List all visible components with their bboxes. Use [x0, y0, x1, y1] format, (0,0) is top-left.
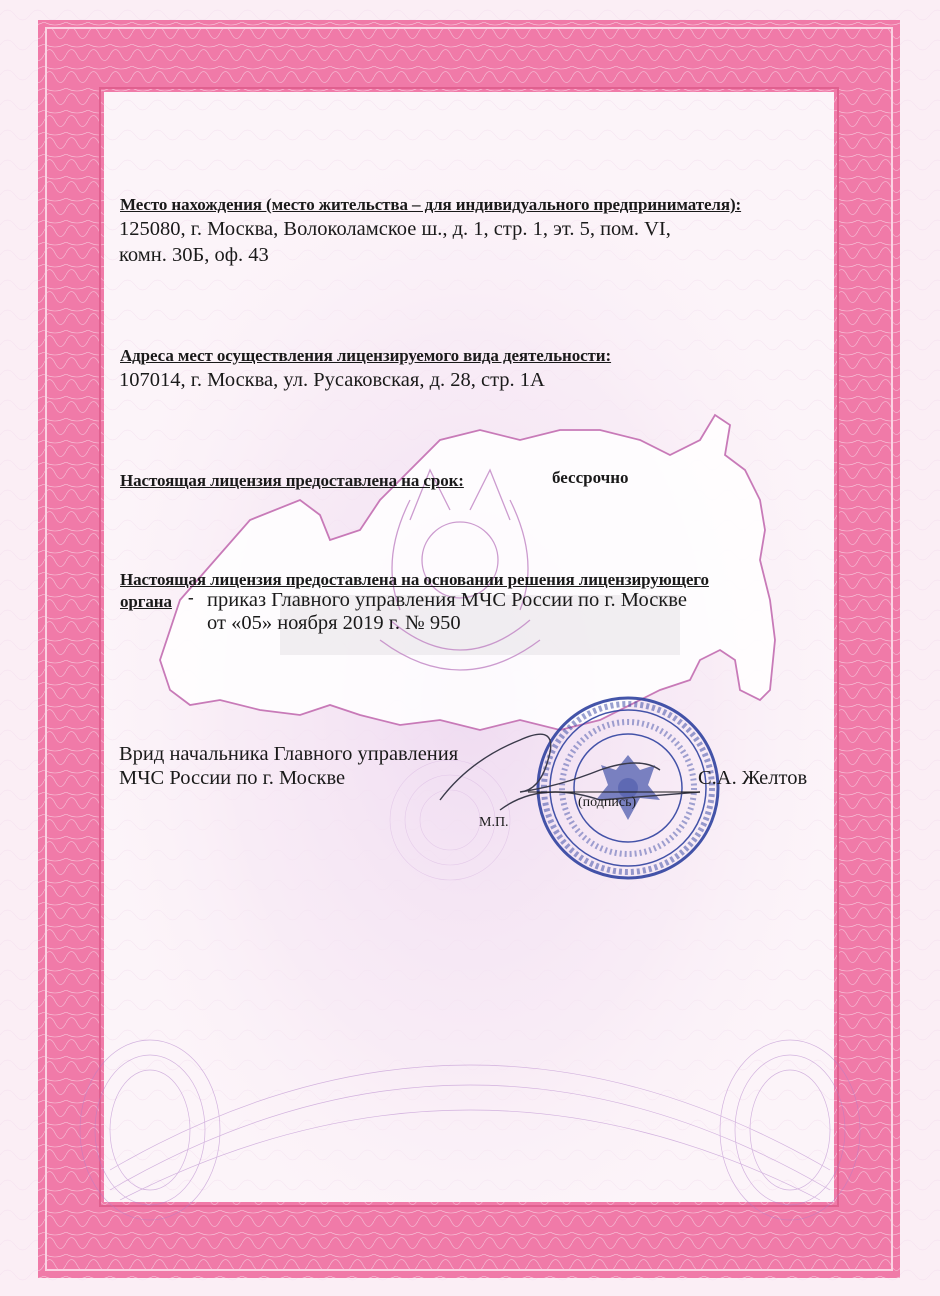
basis-heading-line1: Настоящая лицензия предоставлена на основании решения лицензирующего — [120, 570, 709, 589]
basis-order-line1: приказ Главного управления МЧС России по г. Москве — [207, 589, 687, 611]
location-address-line2: комн. 30Б, оф. 43 — [119, 244, 269, 266]
basis-heading-line2: органа — [120, 592, 172, 611]
basis-order-line2: от «05» ноября 2019 г. № 950 — [207, 612, 461, 634]
activity-address-line1: 107014, г. Москва, ул. Русаковская, д. 28, стр. 1А — [119, 369, 545, 391]
signatory-position-line1: Врид начальника Главного управления — [119, 743, 459, 765]
term-heading: Настоящая лицензия предоставлена на срок: — [120, 471, 464, 490]
signature-caption: (подпись) — [578, 795, 637, 810]
location-address-line1: 125080, г. Москва, Волоколамское ш., д. 1, стр. 1, эт. 5, пом. VI, — [119, 218, 671, 240]
stamp-caption: М.П. — [479, 815, 509, 830]
activity-address-heading: Адреса мест осуществления лицензируемого вида деятельности: — [120, 346, 612, 365]
signatory-name: С.А. Желтов — [698, 767, 808, 789]
basis-dash: - — [188, 588, 194, 607]
term-value: бессрочно — [552, 468, 629, 487]
location-heading: Место нахождения (место жительства – для индивидуального предпринимателя): — [120, 195, 742, 214]
signatory-position-line2: МЧС России по г. Москве — [119, 767, 346, 789]
